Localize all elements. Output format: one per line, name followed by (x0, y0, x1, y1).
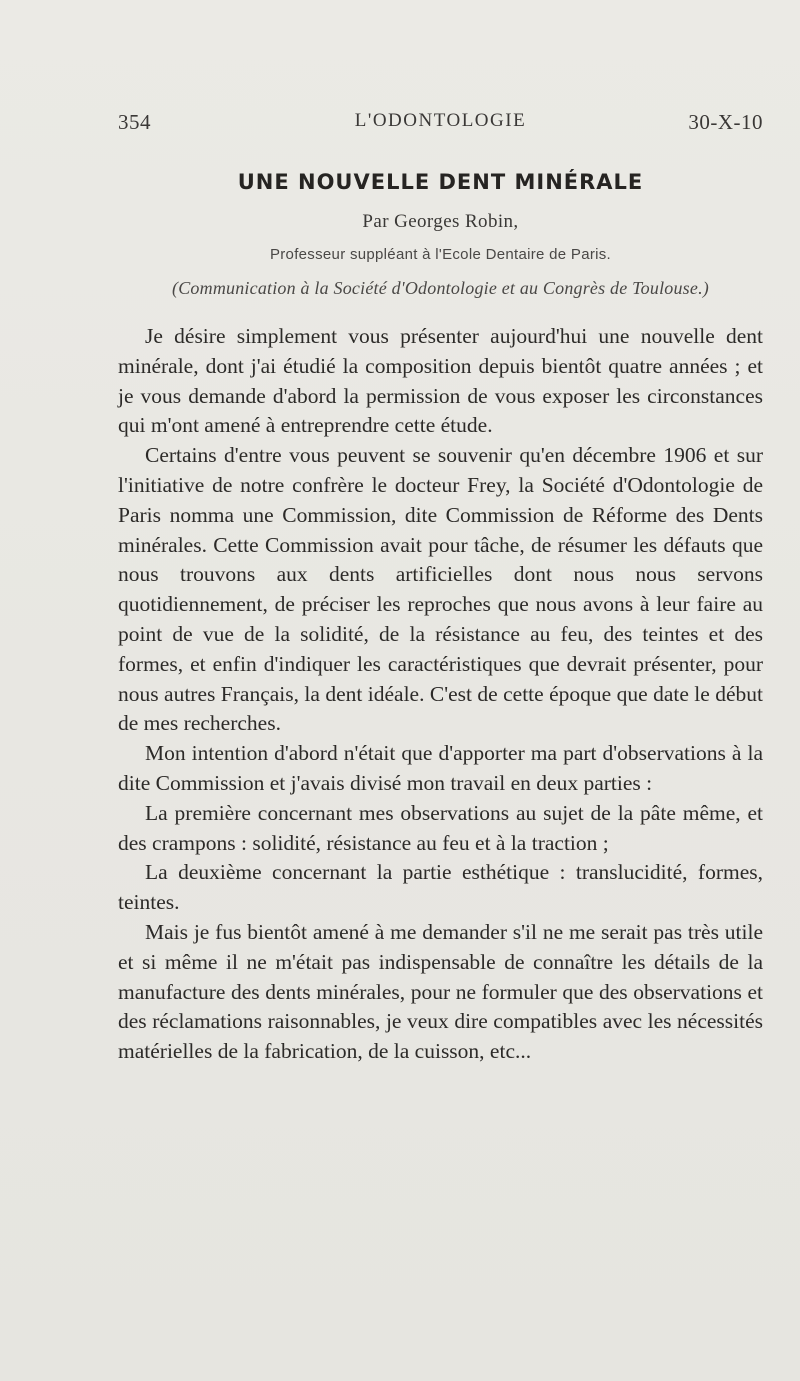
page-number: 354 (118, 110, 151, 134)
communication-note: (Communication à la Société d'Odontologie et au Congrès de Toulouse.) (172, 278, 709, 298)
journal-name: L'ODONTOLOGIE (354, 110, 527, 131)
author-affiliation: Professeur suppléant à l'Ecole Dentaire de Paris. (269, 246, 612, 263)
author-byline: Par Georges Robin, (362, 211, 519, 232)
paragraph: La deuxième concernant la partie esthétique : translucidité, formes, teintes. (118, 860, 763, 915)
paragraph: La première concernant mes observations au sujet de la pâte même, et des crampons : solidité, résistance au feu et à la traction ; (118, 800, 763, 855)
paragraph: Mais je fus bientôt amené à me demander s'il ne me serait pas très utile et si même il ne m'était pas indispensable de connaître les détails de la manufacture des dents minérales, pour ne formuler que des observations et des réclamations raisonnables, je veux dire compatibles avec les nécessités matérielles de la fabrication, de la cuisson, etc... (118, 919, 763, 1064)
issue-date: 30-X-10 (688, 110, 763, 134)
paragraph: Je désire simplement vous présenter aujourd'hui une nouvelle dent minérale, dont j'ai étudié la composition depuis bientôt quatre années ; et je vous demande d'abord la permission de vous exposer les circonstances qui m'ont amené à entreprendre cette étude. (118, 324, 763, 438)
paragraph: Certains d'entre vous peuvent se souvenir qu'en décembre 1906 et sur l'initiative de notre confrère le docteur Frey, la Société d'Odontologie de Paris nomma une Commission, dite Commission de Réforme des Dents minérales. Cette Commission avait pour tâche, de résumer les défauts que nous trouvons aux dents artificielles dont nous nous servons quotidiennement, de préciser les reproches que nous avons à leur faire au point de vue de la solidité, de la résistance au feu, des teintes et des formes, et enfin d'indiquer les caractéristiques que devrait présenter, pour nous autres Français, la dent idéale. C'est de cette époque que date le début de mes recherches. (118, 443, 763, 736)
running-head (118, 110, 763, 140)
article-body (118, 322, 763, 1067)
article-title: UNE NOUVELLE DENT MINÉRALE (237, 170, 644, 194)
paragraph: Mon intention d'abord n'était que d'apporter ma part d'observations à la dite Commission et j'avais divisé mon travail en deux parties : (118, 741, 763, 795)
